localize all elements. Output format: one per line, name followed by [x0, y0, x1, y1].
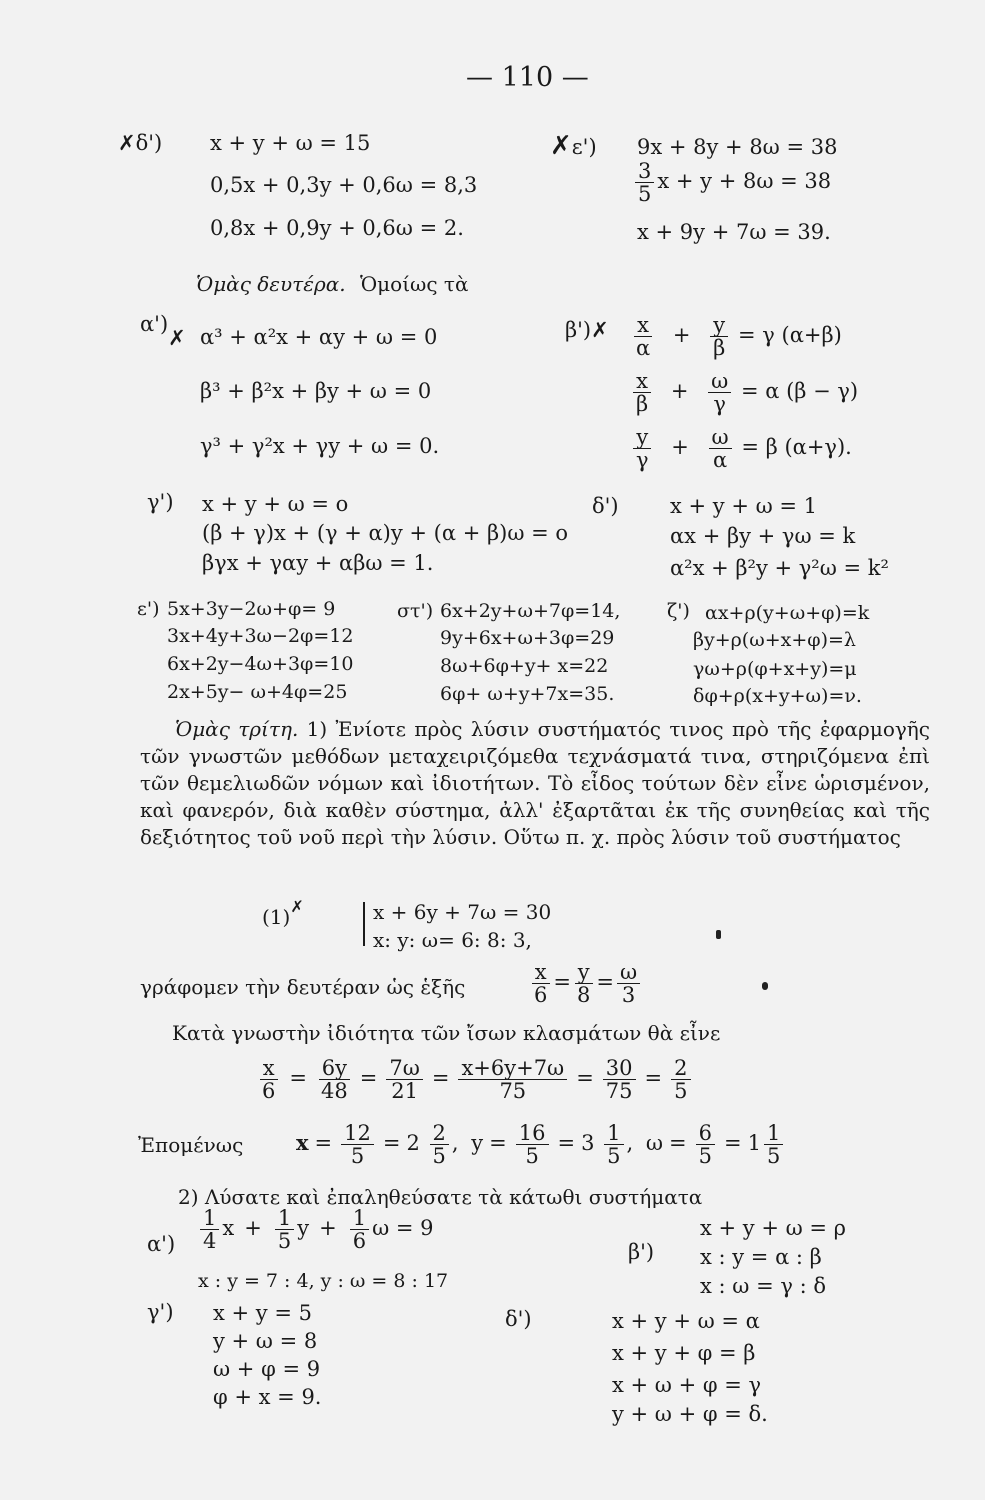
label-text: α')	[140, 312, 169, 336]
check-mark-icon: ✗	[550, 131, 572, 161]
equation-a2: β³ + β²x + βy + ω = 0	[200, 379, 432, 403]
denominator: 5	[277, 1229, 292, 1254]
numerator: 1	[200, 1207, 219, 1230]
fraction	[708, 370, 731, 415]
check-mark-icon: ✗	[118, 131, 136, 155]
task-g-eq3: ω + φ = 9	[213, 1357, 321, 1381]
denominator: α	[713, 448, 728, 473]
equation-b2: $\frac{x}{\beta}$ + $\frac{\omega}{\gamma}$ = α (β − γ)	[630, 370, 858, 415]
property-text: Κατὰ γνωστὴν ἰδιότητα τῶν ἴσων κλασμάτων θὰ εἶνε	[172, 1021, 721, 1045]
equation-st1: 6x+2y+ω+7φ=14,	[440, 600, 621, 622]
fraction	[430, 1122, 449, 1167]
fraction	[633, 314, 653, 359]
numerator: 2	[430, 1122, 449, 1145]
task-a-eq1: $\frac{1}{4}$ x + $\frac{1}{5}$ y + $\frac{1}{6}$ ω = 9	[197, 1207, 434, 1252]
numerator: 6y	[319, 1057, 350, 1080]
problem-g-label: γ')	[147, 490, 174, 514]
equation-dd3: α²x + β²y + γ²ω = k²	[670, 556, 889, 580]
denominator: 5	[350, 1144, 365, 1169]
integer-part: 2	[406, 1131, 420, 1156]
equation-g3: βγx + γαy + αβω = 1.	[202, 551, 434, 575]
denominator: 4	[203, 1229, 217, 1254]
paragraph-text: 1) Ἐνίοτε πρὸς λύσιν συστήματός τινος πρὸ τῆς ἐφαρμογῆς τῶν γνωστῶν μεθόδων μεταχειριζόμεθα τεχνάσματά τινα, στηριζόμενα ἐπὶ τῶν θεμελιωδῶν νόμων καὶ ἰδιοτήτων. Τὸ εἶδος τούτων δὲν εἶνε ὡρισμένον, καὶ φανερόν, διὰ καθὲν σύστημα, ἀλλ' ἐξαρτᾶται ἐκ τῆς συνηθείας καὶ τῆς δεξιότητος τοῦ νοῦ περὶ τὴν λύσιν. Οὕτω π. χ. πρὸς λύσιν τοῦ συστήματος	[140, 717, 930, 849]
equation-dd2: αx + βy + γω = k	[670, 524, 856, 548]
denominator: 6	[262, 1079, 276, 1104]
write-text: γράφομεν τὴν δευτέραν ὡς ἑξῆς	[140, 975, 466, 999]
task-d-eq1: x + y + ω = α	[612, 1309, 760, 1333]
check-mark-icon: ✗	[168, 326, 186, 350]
rhs: = 9	[395, 1216, 434, 1241]
task-d-eq2: x + y + φ = β	[612, 1341, 756, 1365]
equation-g2: (β + γ)x + (γ + α)y + (α + β)ω = o	[202, 521, 569, 545]
denominator: 8	[576, 983, 591, 1008]
numerator: 1	[604, 1122, 623, 1145]
variable: x	[222, 1216, 235, 1241]
task-b-eq2: x : y = α : β	[700, 1245, 822, 1269]
fraction	[671, 1057, 690, 1102]
equation-d2: 0,5x + 0,3y + 0,6ω = 8,3	[210, 173, 478, 197]
label-text: δ')	[135, 131, 163, 155]
var-x: x	[296, 1130, 309, 1156]
problem-b-label	[565, 318, 609, 342]
label-text: (1)	[262, 905, 291, 929]
equation-z2: βy+ρ(ω+x+φ)=λ	[693, 629, 856, 651]
fraction	[259, 1057, 278, 1102]
problem-d-label	[118, 131, 162, 155]
fraction	[386, 1057, 423, 1102]
denominator: 6	[534, 983, 548, 1008]
fraction	[603, 1057, 636, 1102]
fraction	[318, 1057, 351, 1102]
equation-g1: x + y + ω = o	[202, 492, 349, 516]
denominator: β	[713, 336, 726, 361]
system-eq1: x + 6y + 7ω = 30	[373, 900, 552, 924]
system-eq2: x: y: ω= 6: 8: 3,	[373, 928, 532, 952]
ink-speck	[716, 930, 721, 939]
heading-italic: Ὁμὰς τρίτη.	[175, 717, 299, 741]
numerator: 30	[603, 1057, 636, 1080]
denominator: 5	[698, 1144, 713, 1169]
equation-e2-4: 2x+5y− ω+4φ=25	[167, 681, 348, 703]
fraction-chain: $\frac{x}{6}$ = $\frac{6y}{48}$ = $\frac{7\omega}{21}$ = $\frac{x+6y+7\omega}{75}$ = $\frac{30}{75}$ = $\frac{2}{5}$	[256, 1057, 694, 1102]
task-b-eq1: x + y + ω = ρ	[700, 1216, 847, 1240]
numerator: 7ω	[386, 1057, 423, 1080]
denominator: 5	[767, 1144, 781, 1169]
equation-e2-2: 3x+4y+3ω−2φ=12	[167, 625, 354, 647]
task-g-eq1: x + y = 5	[213, 1301, 312, 1325]
group-2-heading	[196, 272, 468, 296]
task-a-label: α')	[147, 1232, 176, 1256]
fraction	[709, 426, 732, 471]
variable: ω	[372, 1216, 390, 1241]
therefore-text: Ἐπομένως	[138, 1133, 244, 1157]
task-2-text: 2) Λύσατε καὶ ἐπαληθεύσατε τὰ κάτωθι συστήματα	[178, 1185, 703, 1209]
denominator: 75	[605, 1079, 633, 1104]
numerator: y	[710, 314, 728, 337]
numerator: x+6y+7ω	[458, 1057, 567, 1080]
equation-e3: x + 9y + 7ω = 39.	[637, 220, 831, 244]
rhs: = α (β − γ)	[740, 379, 859, 404]
fraction	[710, 314, 728, 359]
equation-z1: αx+ρ(y+ω+φ)=k	[705, 602, 870, 624]
numerator: ω	[708, 370, 731, 393]
fraction	[635, 160, 654, 205]
numerator: 6	[696, 1122, 715, 1145]
heading-italic: Ὁμὰς δευτέρα.	[196, 272, 346, 296]
equation-st2: 9y+6x+ω+3φ=29	[440, 627, 615, 649]
var-omega: ω	[645, 1131, 664, 1156]
var-y: y	[471, 1131, 484, 1156]
equation-d3: 0,8x + 0,9y + 0,6ω = 2.	[210, 216, 464, 240]
numerator: 1	[350, 1207, 369, 1230]
equation-e2	[632, 160, 831, 205]
integer-part: 1	[747, 1131, 761, 1156]
equation-e2-3: 6x+2y−4ω+3φ=10	[167, 653, 354, 675]
heading-text: Ὁμοίως τὰ	[359, 272, 469, 296]
task-g-label: γ')	[147, 1300, 174, 1324]
task-d-eq3: x + ω + φ = γ	[612, 1373, 762, 1397]
equation-e2-1: 5x+3y−2ω+φ= 9	[167, 598, 336, 620]
problem-e2-label: ε')	[137, 598, 160, 620]
numerator: ω	[617, 961, 640, 984]
numerator: 2	[671, 1057, 690, 1080]
numerator: x	[260, 1057, 278, 1080]
numerator: y	[575, 961, 593, 984]
integer-part: 3	[581, 1131, 595, 1156]
denominator: 3	[621, 983, 636, 1008]
problem-z-label: ζ')	[667, 600, 690, 622]
denominator: 6	[352, 1229, 367, 1254]
variable: y	[297, 1216, 310, 1241]
label-text: ε')	[571, 135, 597, 159]
denominator: β	[636, 392, 649, 417]
system-label	[262, 897, 304, 929]
fraction	[633, 426, 652, 471]
task-d-label: δ')	[505, 1307, 532, 1331]
denominator: 75	[499, 1079, 527, 1104]
equation-rest: x + y + 8ω = 38	[657, 169, 832, 194]
group-3-paragraph	[140, 716, 930, 851]
fraction	[516, 1122, 549, 1167]
problem-dd-label: δ')	[592, 494, 619, 518]
fraction	[633, 370, 651, 415]
rhs: = γ (α+β)	[738, 323, 842, 348]
check-mark-icon: ✗	[290, 897, 304, 916]
equation-z3: γω+ρ(φ+x+y)=μ	[693, 658, 857, 680]
numerator: 16	[516, 1122, 549, 1145]
fraction	[458, 1057, 567, 1102]
ink-speck	[762, 982, 768, 990]
numerator: ω	[709, 426, 732, 449]
numerator: x	[532, 961, 550, 984]
denominator: γ	[636, 448, 649, 473]
fraction	[604, 1122, 623, 1167]
fraction	[574, 961, 593, 1006]
numerator: x	[634, 314, 652, 337]
denominator: 5	[525, 1144, 539, 1169]
denominator: 5	[674, 1079, 688, 1104]
equation-z4: δφ+ρ(x+y+ω)=ν.	[693, 685, 862, 707]
numerator: 12	[341, 1122, 374, 1145]
task-d-eq4: y + ω + φ = δ.	[612, 1402, 768, 1426]
equation-a3: γ³ + γ²x + γy + ω = 0.	[200, 434, 440, 458]
rhs: = β (α+γ).	[741, 435, 852, 460]
task-g-eq4: φ + x = 9.	[213, 1385, 322, 1409]
problem-st-label: στ')	[397, 600, 434, 622]
fraction	[341, 1122, 374, 1167]
label-text: β')	[565, 318, 592, 342]
fraction	[617, 961, 640, 1006]
equation-st4: 6φ+ ω+y+7x=35.	[440, 683, 615, 705]
numerator: x	[633, 370, 651, 393]
numerator: y	[633, 426, 651, 449]
check-mark-icon: ✗	[591, 318, 609, 342]
write-fractions: $\frac{x}{6}$ = $\frac{y}{8}$ = $\frac{\omega}{3}$	[528, 961, 643, 1006]
numerator: 1	[764, 1122, 783, 1145]
equation-st3: 8ω+6φ+y+ x=22	[440, 655, 609, 677]
task-a-eq2: x : y = 7 : 4, y : ω = 8 : 17	[198, 1270, 449, 1292]
page-number: — 110 —	[466, 62, 589, 93]
equation-dd1: x + y + ω = 1	[670, 494, 818, 518]
equation-b1: $\frac{x}{\alpha}$ + $\frac{y}{\beta}$ = γ (α+β)	[630, 314, 842, 359]
fraction	[531, 961, 550, 1006]
equation-b3: $\frac{y}{\gamma}$ + $\frac{\omega}{\alpha}$ = β (α+γ).	[630, 426, 852, 471]
denominator: 21	[391, 1079, 418, 1104]
equation-a1: α³ + α²x + αy + ω = 0	[200, 325, 438, 349]
numerator: 3	[635, 160, 654, 183]
task-b-label: β')	[628, 1240, 655, 1264]
fraction	[764, 1122, 783, 1167]
system-brace	[363, 902, 365, 946]
denominator: 5	[432, 1144, 446, 1169]
denominator: 48	[320, 1079, 348, 1104]
equation-e1: 9x + 8y + 8ω = 38	[637, 135, 838, 159]
task-g-eq2: y + ω = 8	[213, 1329, 318, 1353]
fraction	[696, 1122, 715, 1167]
results-row: x = $\frac{12}{5}$ = 2 $\frac{2}{5}$ , y = $\frac{16}{5}$ = 3 $\frac{1}{5}$ , ω = $\frac{6}{5}$ = 1 $\frac{1}{5}$	[296, 1122, 786, 1167]
denominator: 5	[638, 182, 652, 207]
fraction	[350, 1207, 369, 1252]
denominator: 5	[607, 1144, 621, 1169]
denominator: γ	[713, 392, 726, 417]
denominator: α	[636, 336, 651, 361]
problem-a-label	[140, 312, 186, 350]
task-b-eq3: x : ω = γ : δ	[700, 1274, 826, 1298]
numerator: 1	[275, 1207, 294, 1230]
fraction	[200, 1207, 219, 1252]
equation-d1: x + y + ω = 15	[210, 131, 371, 155]
fraction	[275, 1207, 294, 1252]
problem-e-label	[550, 131, 597, 161]
